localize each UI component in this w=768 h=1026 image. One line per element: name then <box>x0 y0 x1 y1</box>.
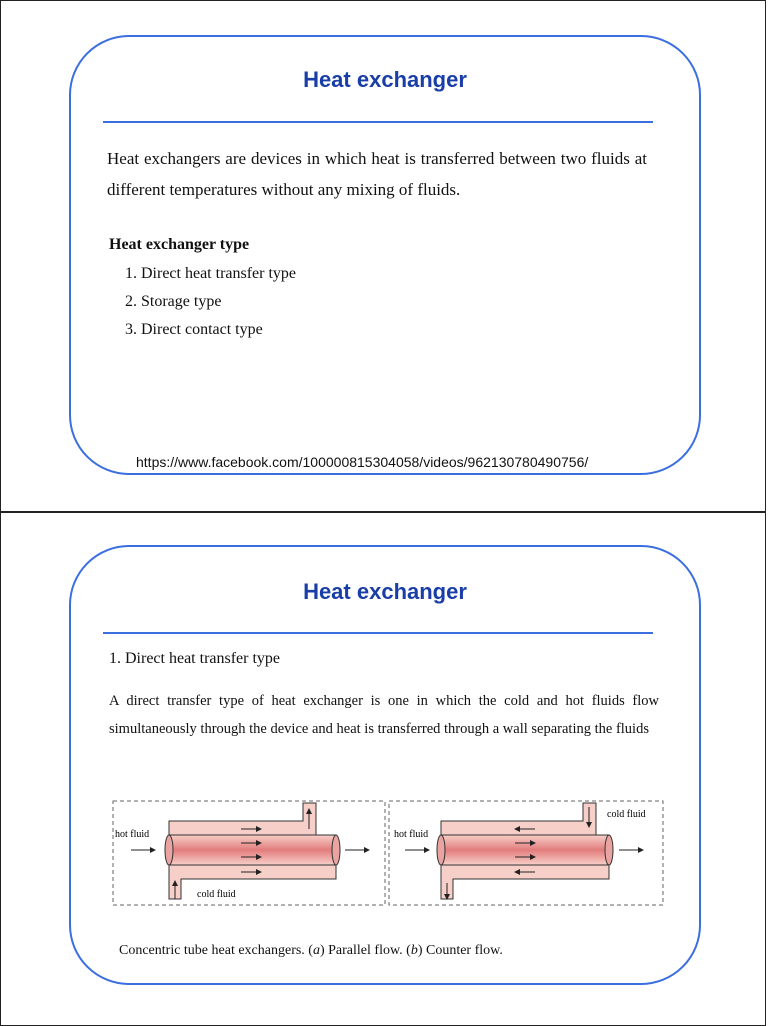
slide-1-title: Heat exchanger <box>303 67 467 92</box>
slide-1-card <box>69 35 701 475</box>
tube-end-right <box>332 835 340 865</box>
concentric-tube-diagram <box>111 799 665 907</box>
diagram-caption <box>119 943 503 959</box>
slide-2-card <box>69 545 701 985</box>
tube-end-right <box>605 835 613 865</box>
list-item: 2. Storage type <box>125 293 222 310</box>
label-hot-fluid-a: hot fluid <box>115 829 150 840</box>
label-hot-fluid-b: hot fluid <box>394 829 429 840</box>
label-cold-fluid-b: cold fluid <box>607 809 646 820</box>
slide-2-subtitle: 1. Direct heat transfer type <box>109 650 281 667</box>
slide-2-title: Heat exchanger <box>303 579 467 604</box>
caption-text: ) Counter flow. <box>417 943 503 958</box>
list-item: 3. Direct contact type <box>125 321 263 338</box>
shell-bottom-parallel <box>169 865 336 899</box>
tube-end-left <box>165 835 173 865</box>
slide-2-divider <box>103 632 653 634</box>
shell-bottom-counter <box>441 865 609 899</box>
tube-end-left <box>437 835 445 865</box>
inner-tube-parallel <box>169 835 336 865</box>
page-2 <box>0 512 766 1026</box>
caption-text: Concentric tube heat exchangers. ( <box>119 943 313 958</box>
caption-text: ) Parallel flow. ( <box>319 943 411 958</box>
slide-2-description: A direct transfer type of heat exchanger is one in which the cold and hot fluids flow simultaneously through the device and heat is transferred through a wall separating the fluids <box>109 693 659 737</box>
shell-top-counter <box>441 803 596 835</box>
inner-tube-counter <box>441 835 609 865</box>
label-cold-fluid-a: cold fluid <box>197 889 236 900</box>
shell-top-parallel <box>169 803 316 835</box>
list-item: 1. Direct heat transfer type <box>125 265 297 282</box>
types-list <box>125 260 296 344</box>
caption-b: b <box>410 943 418 958</box>
slide-1-divider <box>103 121 653 123</box>
caption-a: a <box>312 943 320 958</box>
types-heading: Heat exchanger type <box>109 236 250 253</box>
page-1 <box>0 0 766 512</box>
video-link[interactable]: https://www.facebook.com/100000815304058/videos/962130780490756/ <box>136 454 589 470</box>
slide-1-intro: Heat exchangers are devices in which heat is transferred between two fluids at different temperatures without any mixing of fluids. <box>107 149 647 199</box>
